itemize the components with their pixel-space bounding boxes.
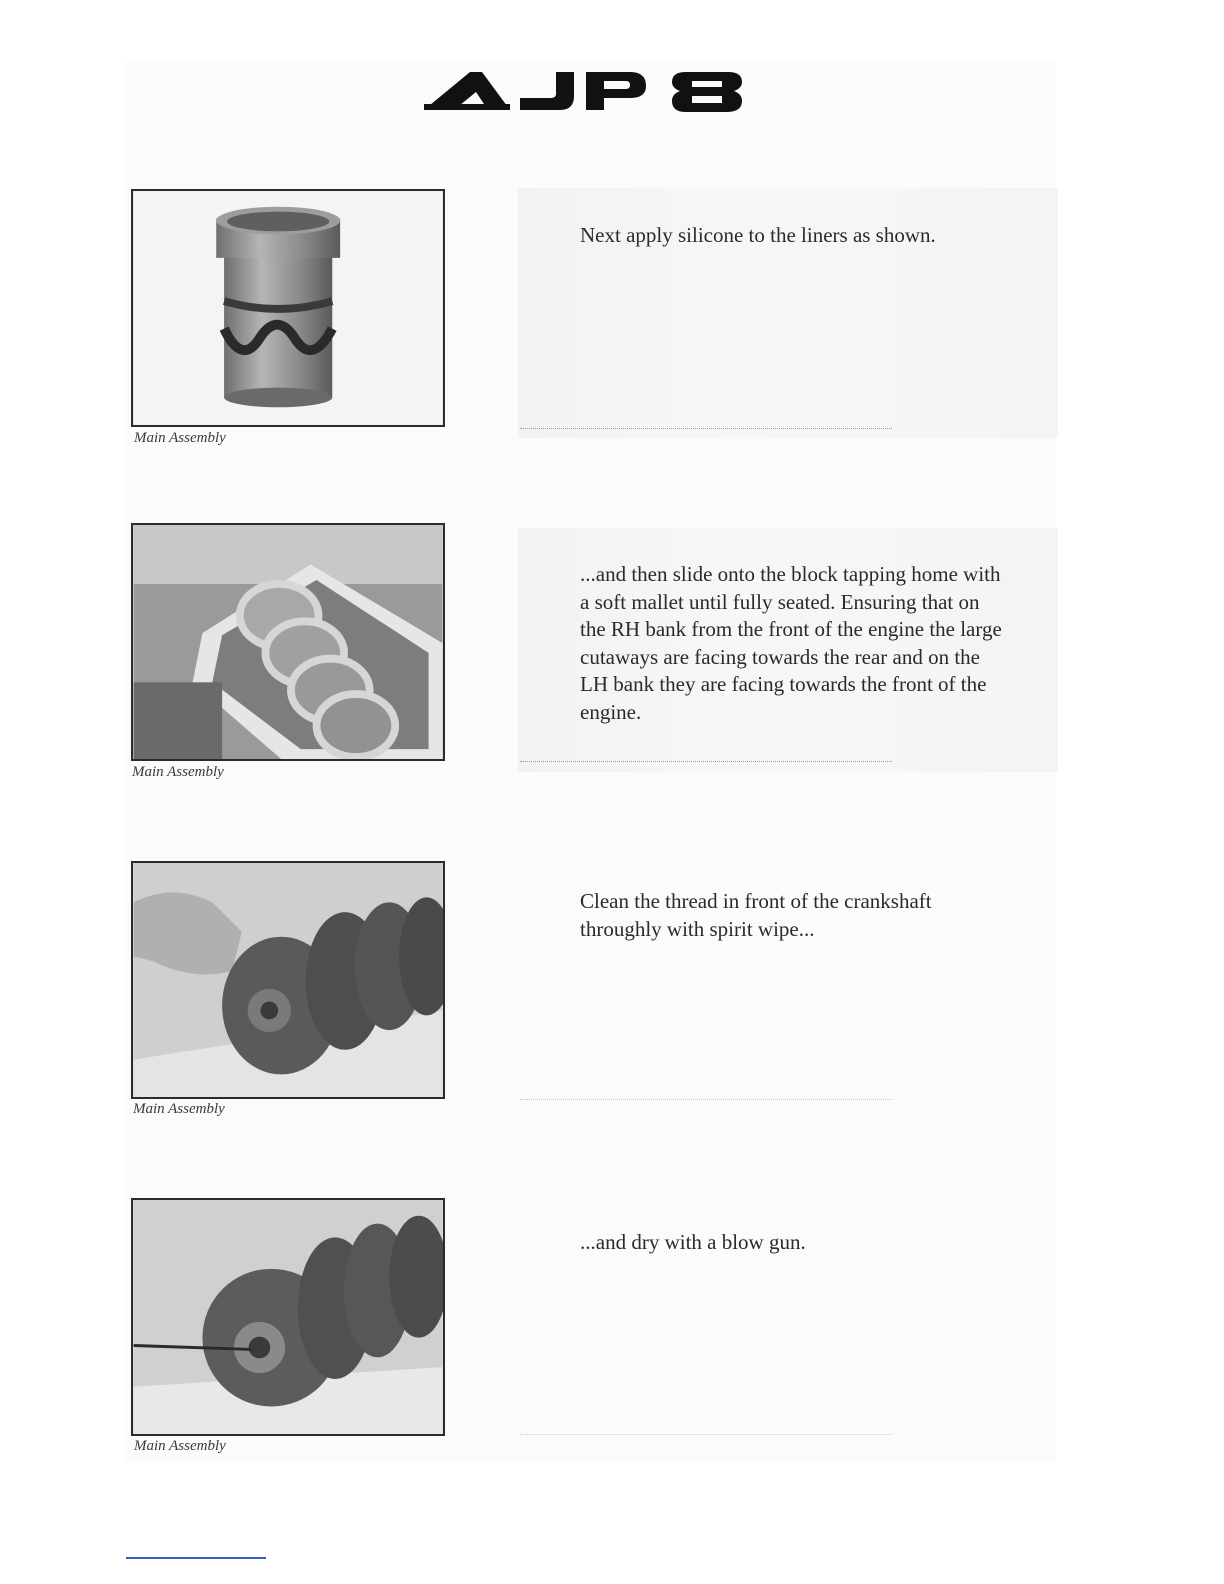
step-4-photo [131,1198,445,1436]
cylinder-liner-with-silicone-photo [133,191,443,425]
step-2-instruction: ...and then slide onto the block tapping home with a soft mallet until fully seated. Ensuring that on the RH bank from the front of the engine the large cutaways are facing towards the rear and on the LH bank they are facing towards the front of the engine. [580,562,1002,724]
engine-block-liners-photo [133,525,443,759]
logo-graphic [424,70,746,114]
step-3-divider [520,1099,892,1100]
step-3-photo [131,861,445,1099]
step-1-divider [520,428,892,429]
crankshaft-blow-gun-photo [133,1200,443,1434]
step-1-caption: Main Assembly [134,430,226,446]
step-1-instruction: Next apply silicone to the liners as shown. [580,223,936,247]
footer-link-underline[interactable] [126,1557,266,1559]
step-3-instruction: Clean the thread in front of the crankshaft throughly with spirit wipe... [580,889,932,941]
step-1-photo [131,189,445,427]
step-4-instruction: ...and dry with a blow gun. [580,1230,806,1254]
step-2-divider [520,761,892,762]
crankshaft-cleaning-photo [133,863,443,1097]
step-4-caption: Main Assembly [134,1438,226,1454]
step-2-caption: Main Assembly [132,764,224,780]
step-3-caption: Main Assembly [133,1101,225,1117]
step-4-divider [520,1434,892,1435]
ajp8-logo [424,70,746,114]
step-2-photo [131,523,445,761]
